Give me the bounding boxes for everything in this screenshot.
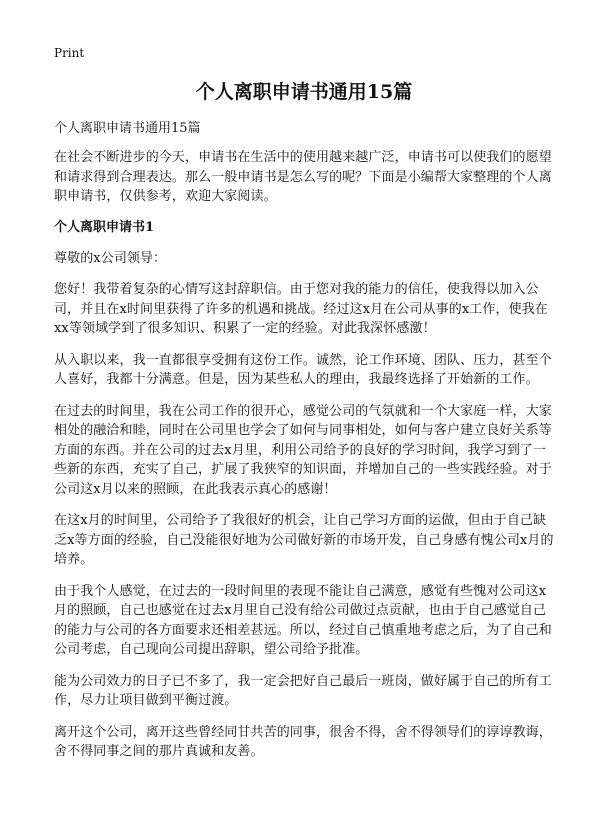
body-paragraph: 在过去的时间里，我在公司工作的很开心，感觉公司的气氛就和一个大家庭一样，大家相处的融洽和睦，同时在公司里也学会了如何与同事相处，如何与客户建立良好关系等方面的东西。并在公司的过去x月里，利用公司给予的良好的学习时间，我学习到了一些新的东西，充实了自己，扩展了我狭窄的知识面，并增加自己的一些实践经验。对于公司这x月以来的照顾，在此我表示真心的感谢！ — [54, 403, 552, 497]
body-paragraph: 能为公司效力的日子已不多了，我一定会把好自己最后一班岗，做好属于自己的所有工作，尽力让项目做到平衡过渡。 — [54, 673, 552, 708]
body-paragraph: 您好！我带着复杂的心情写这封辞职信。由于您对我的能力的信任，使我得以加入公司，并且在x时间里获得了许多的机遇和挑战。经过这x月在公司从事的x工作，使我在xx等领域学到了很多知识、积累了一定的经验。对此我深怀感激！ — [54, 282, 548, 336]
section-heading: 个人离职申请书1 — [54, 219, 155, 235]
print-link[interactable]: Print — [54, 46, 85, 60]
body-paragraph: 由于我个人感觉，在过去的一段时间里的表现不能让自己满意，感觉有些愧对公司这x月的照顾，自己也感觉在过去x月里自己没有给公司做过点贡献，也由于自己感觉自己的能力与公司的各方面要求还相差甚远。所以，经过自己慎重地考虑之后，为了自己和公司考虑，自己现向公司提出辞职，望公司给予批准。 — [54, 583, 552, 657]
body-paragraph: 从入职以来，我一直都很享受拥有这份工作。诚然，论工作环境、团队、压力，甚至个人喜好，我都十分满意。但是，因为某些私人的理由，我最终选择了开始新的工作。 — [54, 352, 552, 387]
document-subtitle: 个人离职申请书通用15篇 — [54, 121, 201, 136]
document-body — [54, 120, 554, 774]
intro-paragraph: 在社会不断进步的今天，申请书在生活中的使用越来越广泛，申请书可以使我们的愿望和请求得到合理表达。那么一般申请书是怎么写的呢？下面是小编帮大家整理的个人离职申请书，仅供参考，欢迎大家阅读。 — [54, 150, 552, 204]
body-paragraph: 离开这个公司，离开这些曾经同甘共苦的同事，很舍不得，舍不得领导们的谆谆教诲，舍不得同事之间的那片真诚和友善。 — [54, 724, 552, 759]
greeting: 尊敬的x公司领导： — [54, 250, 167, 266]
body-paragraph: 在这x月的时间里，公司给予了我很好的机会，让自己学习方面的运做，但由于自己缺乏x等方面的经验，自己没能很好地为公司做好新的市场开发，自己身感有愧公司x月的培养。 — [54, 513, 554, 567]
page-title: 个人离职申请书通用15篇 — [195, 81, 413, 103]
